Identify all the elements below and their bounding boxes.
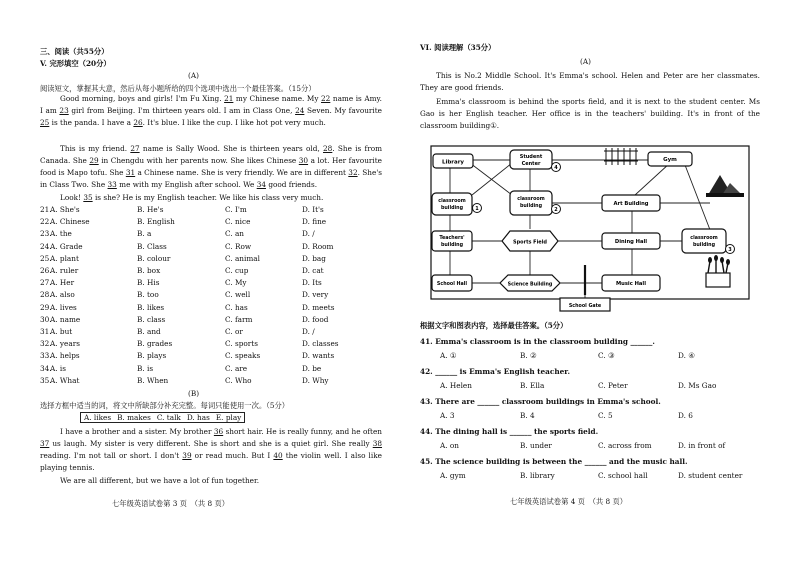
question-number: 32. [40,339,52,349]
answer-option: A. name [50,314,81,324]
question-row [40,316,382,326]
svg-text:Science Building: Science Building [507,282,553,288]
answer-option: A. gym [440,471,466,480]
label-2: 2 [554,207,558,213]
question-number: 31. [40,327,52,336]
question-row [40,304,382,314]
question-row [40,230,382,240]
answer-option: C. I'm [225,205,247,214]
answer-option: C. or [225,327,243,336]
school-hall-box [432,275,472,291]
answer-option: B. He's [137,205,164,214]
answer-option: B. library [520,471,555,480]
answer-option: D. wants [302,351,335,361]
question-stem: 41. Emma's classroom is in the classroom building ______. [420,337,655,346]
answer-row [420,442,760,452]
answer-option: D. 6 [678,411,693,420]
question-number: 27. [40,278,52,288]
answer-option: B. under [520,441,552,450]
question-number: 26. [40,266,52,275]
instruction: 根据文字和图表内容，选择最佳答案。（5分） [420,321,568,330]
answer-option: B. 4 [520,411,535,420]
word-option: B. makes [117,413,151,422]
answer-option: B. a [137,229,152,239]
svg-text:Music Hall: Music Hall [615,281,647,287]
answer-option: C. school hall [598,471,648,480]
answer-option: A. also [50,290,75,300]
art-building-box [602,195,660,211]
answer-option: D. be [302,363,322,373]
question-row [40,377,382,387]
question-row [40,206,382,216]
cloze-title: V. 完形填空（20分） [40,59,111,68]
section-title: VI. 阅读理解（35分） [420,43,496,52]
question-number: 30. [40,314,52,324]
question-row [40,243,382,253]
answer-option: B. plays [137,351,167,361]
answer-option: C. animal [225,253,260,263]
part-b-label: (B) [188,389,200,398]
answer-option: C. are [225,363,248,373]
page-footer: 七年级英语试卷第 3 页 （共 8 页） [112,499,230,508]
passage-paragraph-1: This is No.2 Middle School. It's Emma's school. Helen and Peter are her classmates. They are good friends. [420,71,760,93]
answer-option: C. an [225,229,245,239]
answer-option: A. What [50,375,80,385]
question-number: 23. [40,229,52,239]
answer-option: C. My [225,278,247,288]
question-row [40,279,382,289]
word-option: D. has [186,413,210,422]
svg-text:classroom: classroom [690,236,718,241]
dining-hall-box [602,233,660,249]
question-row [40,218,382,228]
answer-option: D. in front of [678,441,726,450]
answer-option: A. She's [50,205,80,214]
question-number: 33. [40,351,52,361]
svg-text:Library: Library [441,159,465,166]
answer-option: B. and [137,327,161,336]
svg-text:Center: Center [521,161,541,167]
answer-option: B. is [137,363,154,373]
answer-option: A. years [50,339,80,349]
svg-text:Sports Field: Sports Field [512,239,548,246]
svg-text:Student: Student [519,154,543,160]
answer-option: D. Its [302,278,322,288]
answer-option: D. Room [302,241,334,251]
question-row [40,340,382,350]
passage-paragraph-2: This is my friend. 27 name is Sally Wood. She is thirteen years old, 28. She is from Canada. She 29 in Chengdu with her parents now. She likes Chinese 30 a lot. Her favourite food is Mapo tofu. She 31 a Chinese name. She is very friendly. We are in different 32. She's in Class Two. She 33 me with my English after school. We 34 good friends. [40,144,383,190]
label-3: 3 [728,247,732,253]
answer-option: C. Row [225,241,252,251]
answer-option: D. ④ [678,351,695,360]
answer-option: C. has [225,302,248,312]
label-4: 4 [554,165,558,171]
svg-text:classroom: classroom [517,197,545,202]
svg-text:School Hall: School Hall [436,282,468,287]
question-row [40,267,382,277]
gym-box [648,152,692,166]
answer-option: C. cup [225,266,249,275]
part-a-label: (A) [580,57,591,66]
passage-paragraph-5: We are all different, but we have a lot of fun together. [60,476,260,485]
answer-option: C. speaks [225,351,261,361]
question-row [40,365,382,375]
sports-field-hex [502,231,558,251]
answer-option: D. meets [302,302,335,312]
passage-paragraph-4: I have a brother and a sister. My brother 36 short hair. He is really funny, and he often 37 us laugh. My sister is very different. She is short and she is a quiet girl. She really 38 reading. I'm not tall or short. I don't 39 or read much. But I 40 the violin well. I also like playing tennis. [40,427,383,473]
school-map [430,145,750,313]
question-row [40,352,382,362]
answer-option: C. Who [225,375,252,385]
word-option: E. play [215,413,242,422]
answer-option: A. but [50,327,73,336]
answer-option: D. / [302,327,315,336]
answer-option: C. Peter [598,381,628,390]
answer-option: B. English [137,217,175,227]
word-box [80,412,245,423]
answer-option: C. across from [598,441,652,450]
svg-text:classroom: classroom [438,199,466,204]
answer-option: A. is [50,363,66,373]
answer-option: C. well [225,290,251,300]
answer-option: A. 3 [440,411,455,420]
question-stem: 43. There are ______ classroom buildings in Emma's school. [420,397,661,406]
answer-option: A. plant [50,253,79,263]
answer-option: B. When [137,375,169,385]
answer-option: B. too [137,290,159,300]
answer-option: C. sports [225,339,258,349]
question-stem: 45. The science building is between the ______ and the music hall. [420,457,688,466]
question-number: 28. [40,290,52,300]
answer-option: A. Her [50,278,75,288]
answer-option: A. on [440,441,460,450]
answer-option: B. Class [137,241,167,251]
answer-option: B. likes [137,302,165,312]
passage-paragraph-2: Emma's classroom is behind the sports field, and it is next to the student center. Ms Gao is her English teacher. Her office is in the teachers' building. It's in front of the classroom building①. [420,97,760,131]
answer-option: B. Ella [520,381,545,390]
answer-row [420,352,760,362]
question-number: 34. [40,363,52,373]
instruction-b: 选择方框中适当的词，将文中所缺部分补充完整。每词只能使用一次。（5分） [40,401,290,410]
science-building-hex [500,275,560,291]
answer-option: B. box [137,266,161,275]
answer-option: D. cat [302,266,324,275]
library-box [433,154,473,168]
question-number: 21. [40,205,52,214]
question-row [40,291,382,301]
svg-text:Art Building: Art Building [613,201,649,207]
question-stem: 44. The dining hall is ______ the sports field. [420,427,599,436]
teachers-building-box [432,231,472,251]
answer-option: A. ① [440,351,457,360]
svg-text:Gym: Gym [663,157,677,163]
instruction-a: 阅读短文，掌握其大意，然后从每小题所给的四个选项中选出一个最佳答案。（15分） [40,84,316,93]
answer-option: C. ③ [598,351,615,360]
answer-option: B. His [137,278,160,288]
answer-option: B. ② [520,351,537,360]
svg-text:Teachers': Teachers' [439,236,465,241]
answer-option: D. Ms Gao [678,381,717,390]
question-number: 22. [40,217,52,227]
answer-option: D. food [302,314,329,324]
svg-text:Dining Hall: Dining Hall [614,239,648,245]
answer-option: C. farm [225,314,253,324]
answer-option: A. Chinese [50,217,90,227]
answer-option: D. classes [302,339,339,349]
answer-option: D. It's [302,205,324,214]
section-title: 三、阅读（共55分） [40,47,109,56]
answer-option: A. helps [50,351,80,361]
answer-option: A. Helen [440,381,472,390]
answer-option: D. Why [302,375,329,385]
answer-option: D. student center [678,471,743,480]
answer-option: D. bag [302,253,326,263]
word-option: A. likes [84,413,112,422]
page-footer: 七年级英语试卷第 4 页 （共 8 页） [510,497,628,506]
answer-option: D. / [302,229,315,239]
answer-option: D. very [302,290,329,300]
answer-option: B. grades [137,339,173,349]
answer-option: C. nice [225,217,251,227]
map-border [431,146,749,299]
question-row [40,255,382,265]
question-number: 24. [40,241,52,251]
answer-row [420,382,760,392]
answer-option: A. Grade [50,241,83,251]
answer-option: D. fine [302,217,327,227]
answer-option: B. class [137,314,166,324]
answer-row [420,472,760,482]
school-gate-box [560,298,610,311]
answer-option: A. ruler [50,266,79,275]
svg-text:School Gate: School Gate [568,304,602,309]
answer-option: B. colour [137,253,171,263]
svg-text:building: building [692,243,716,248]
question-row [40,328,382,338]
label-1: 1 [475,206,479,212]
music-hall-box [602,275,660,291]
question-stem: 42. ______ is Emma's English teacher. [420,367,571,376]
answer-row [420,412,760,422]
svg-text:building: building [440,206,464,211]
answer-option: A. the [50,229,72,239]
question-number: 35. [40,375,52,385]
word-option: C. talk [156,413,181,422]
svg-text:building: building [519,204,543,209]
question-number: 25. [40,253,52,263]
answer-option: A. lives [50,302,77,312]
question-number: 29. [40,302,52,312]
passage-paragraph-3: Look! 35 is she? He is my English teacher. We like his class very much. [60,193,324,202]
svg-text:building: building [440,243,464,248]
part-a-label: (A) [188,71,199,80]
passage-paragraph-1: Good morning, boys and girls! I'm Fu Xing. 21 my Chinese name. My 22 name is Amy. I am 23 girl from Beijing. I'm thirteen years old. I am in Class One, 24 Seven. My favourite 25 is the panda. I have a 26. It's blue. I like the cup. I like hot pot very much. [40,94,382,128]
answer-option: C. 5 [598,411,613,420]
